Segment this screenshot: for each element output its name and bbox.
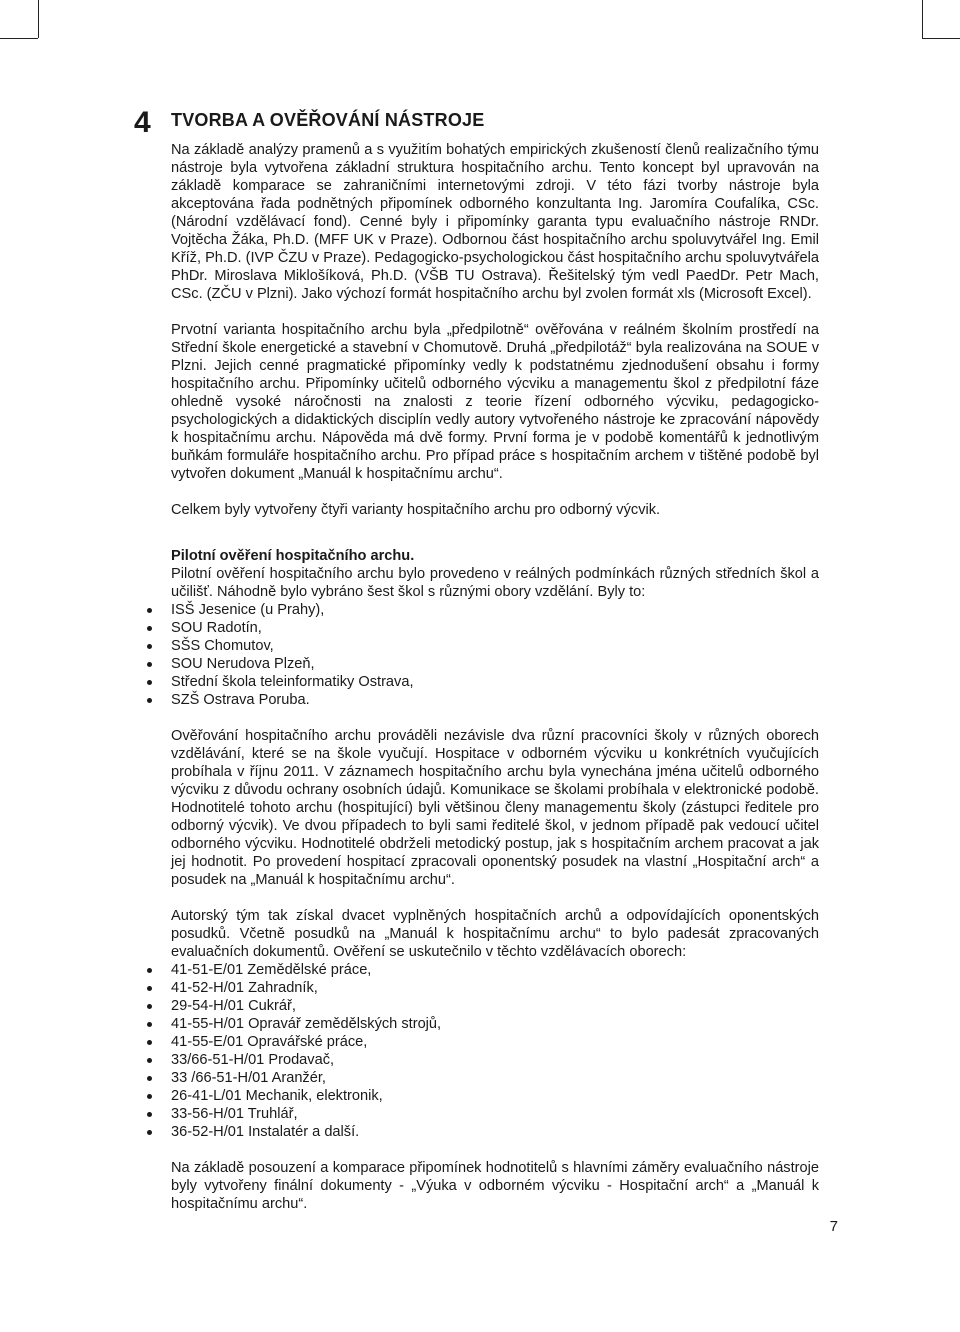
section-heading-pilot: Pilotní ověření hospitačního archu. [171, 548, 415, 564]
list-item: SOU Nerudova Plzeň, [171, 655, 819, 673]
list-item: 33-56-H/01 Truhlář, [171, 1105, 819, 1123]
list-item: SZŠ Ostrava Poruba. [171, 691, 819, 709]
crop-mark-top-right [922, 0, 923, 38]
page-number: 7 [829, 1218, 838, 1235]
paragraph-verification: Ověřování hospitačního archu prováděli nezávisle dva různí pracovníci školy v různých oborech vzdělávání, které se na škole vyučují. Hospitace v odborném výcviku u konkrétních vyučujících probíhala v říjnu 2011. V záznamech hospitačního archu byla vynechána jména učitelů odborného výcviku z důvodu ochrany osobních údajů. Komunikace se školami probíhala v elektronické podobě. Hodnotitelé tohoto archu (hospitující) byli většinou členy managementu školy (zástupci ředitele pro odborný výcvik). Ve dvou případech to byli sami ředitelé škol, v jednom případě pak vedoucí učitel odborného výcviku. Hodnotitelé obdrželi metodický postup, jak s hospitačním archem pracovat a jak jej hodnotit. Po provedení hospitací zpracovali oponentský posudek na vlastní „Hospitační arch“ a posudek na „Manuál k hospitačnímu archu“. [171, 728, 819, 888]
list-item: 36-52-H/01 Instalatér a další. [171, 1123, 819, 1141]
list-item: SOU Radotín, [171, 619, 819, 637]
list-item: 41-55-H/01 Opravář zemědělských strojů, [171, 1015, 819, 1033]
crop-mark-right-top [922, 38, 960, 39]
list-item: ISŠ Jesenice (u Prahy), [171, 601, 819, 619]
list-item: 33 /66-51-H/01 Aranžér, [171, 1069, 819, 1087]
list-item: 41-51-E/01 Zemědělské práce, [171, 961, 819, 979]
list-item: 26-41-L/01 Mechanik, elektronik, [171, 1087, 819, 1105]
chapter-title: TVORBA A OVĚŘOVÁNÍ NÁSTROJE [171, 110, 485, 130]
list-item: 41-55-E/01 Opravářské práce, [171, 1033, 819, 1051]
paragraph-results: Autorský tým tak získal dvacet vyplněných hospitačních archů a odpovídajících oponentských posudků. Včetně posudků na „Manuál k hospitačnímu archu“ to bylo padesát zpracovaných evaluačních dokumentů. Ověření se uskutečnilo v těchto vzdělávacích oborech: [171, 908, 819, 960]
paragraph-pilot-variant: Prvotní varianta hospitačního archu byla „předpilotně“ ověřována v reálném školním prostředí na Střední škole energetické a stavební v Chomutově. Druhá „předpilotáž“ byla realizována na SOUE v Plzni. Jejich cenné pragmatické připomínky vedly k podstatnému zjednodušení obsahu i formy hospitačního archu. Připomínky učitelů odborného výcviku a managementu škol z předpilotní fáze ohledně vysoké náročnosti na znalosti z teorie řízení odborného výcviku, pedagogicko-psychologických a didaktických disciplín vedly autory vytvořeného nástroje ke zpracování nápovědy k hospitačnímu archu. Nápověda má dvě formy. První forma je v podobě komentářů k jednotlivým buňkám formuláře hospitačního archu. Pro případ práce s hospitačním archem v tištěné podobě byl vytvořen dokument „Manuál k hospitačnímu archu“. [171, 322, 819, 482]
field-list [171, 961, 819, 1141]
paragraph-pilot-intro: Pilotní ověření hospitačního archu bylo provedeno v reálných podmínkách různých středních škol a učilišť. Náhodně bylo vybráno šest škol s různými obory vzdělání. Byly to: [171, 566, 819, 600]
chapter-number: 4 [134, 106, 151, 139]
list-item: SŠS Chomutov, [171, 637, 819, 655]
paragraph-intro: Na základě analýzy pramenů a s využitím bohatých empirických zkušeností členů realizačního týmu nástroje byla vytvořena základní struktura hospitačního archu. Tento koncept byl upravován na základě komparace se zahraničními internetovými zdroji. V této fázi tvorby nástroje byla akceptována řada podnětných připomínek odborného konzultanta Ing. Jaromíra Coufalíka, CSc. (Národní vzdělávací fond). Cenné byly i připomínky garanta typu evaluačního nástroje RNDr. Vojtěcha Žáka, Ph.D. (MFF UK v Praze). Odbornou část hospitačního archu spoluvytvářel Ing. Emil Kříž, Ph.D. (IVP ČZU v Praze). Pedagogicko-psychologickou část hospitačního archu spoluvytvářela PhDr. Miroslava Miklošíková, Ph.D. (VŠB TU Ostrava). Řešitelský tým vedl PaedDr. Petr Mach, CSc. (ZČU v Plzni). Jako výchozí formát hospitačního archu byl zvolen formát xls (Microsoft Excel). [171, 142, 819, 302]
list-item: 33/66-51-H/01 Prodavač, [171, 1051, 819, 1069]
crop-mark-left-top [0, 38, 38, 39]
paragraph-variants-count: Celkem byly vytvořeny čtyři varianty hospitačního archu pro odborný výcvik. [171, 502, 661, 518]
list-item: 41-52-H/01 Zahradník, [171, 979, 819, 997]
list-item: 29-54-H/01 Cukrář, [171, 997, 819, 1015]
page-content [171, 141, 819, 1213]
crop-mark-top-left [38, 0, 39, 38]
paragraph-conclusion: Na základě posouzení a komparace připomínek hodnotitelů s hlavními záměry evaluačního nástroje byly vytvořeny finální dokumenty - „Výuka v odborném výcviku - Hospitační arch“ a „Manuál k hospitačnímu archu“. [171, 1160, 819, 1212]
school-list [171, 601, 819, 709]
list-item: Střední škola teleinformatiky Ostrava, [171, 673, 819, 691]
